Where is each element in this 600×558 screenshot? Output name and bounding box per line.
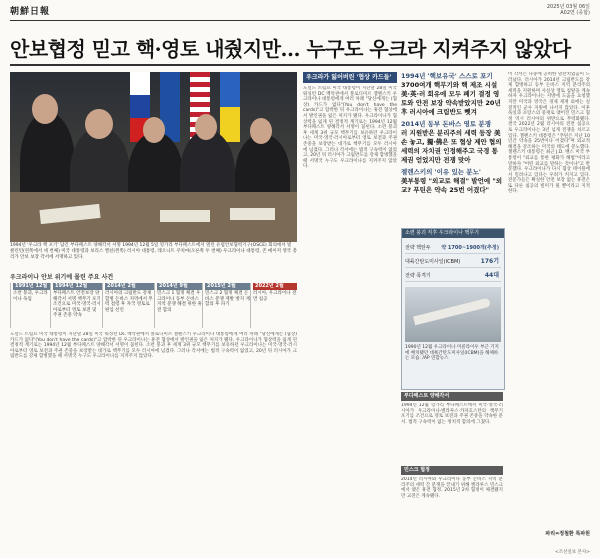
data-row-value: 약 1700~1900개(추정) [441, 245, 499, 251]
timeline-item [10, 283, 50, 328]
minsk-box-text: 2014년 러시아와 우크라이나 동부 돈바스 지역 분리주의 세력 간 분쟁을 끝내기 위해 벨라루스 민스크에서 맺은 휴전 협정. 2015년 2차 협정이 체결됐지만 교전은 계속됐다. [401, 477, 503, 499]
person-4-head [195, 114, 217, 140]
person-2-head [85, 109, 113, 139]
subhead-2: 2014년 동부 돈바스 영토 분쟁 [401, 120, 491, 128]
data-row-label: 대륙간탄도미사일(ICBM) [405, 259, 461, 265]
headline-rule [10, 64, 590, 66]
data-row [405, 271, 501, 282]
data-row-label: 전략 핵탄두 [405, 245, 431, 251]
page-footer: <조선일보 본사> [554, 550, 590, 555]
subhead-1-lead: 3700여개 핵무기와 핵 제조 시설 美·英·러 회유에 모두 폐기 결정 영토와 안전 보장 약속받았지만 20년 후 러시아에 크림반도 뺏겨 [401, 81, 501, 116]
data-row-value: 176기 [480, 258, 499, 265]
timeline-item [50, 283, 102, 328]
subhead-3: 젤렌스키의 '이유 있는 분노' [401, 168, 481, 176]
timeline-text: 부다페스트 안전보장 양해각서 서명 핵무기 포기 조건으로 미국·영국·러시아로부터 영토 보전 및 주권 존중 약속 [53, 291, 101, 318]
flag-ukraine [220, 72, 240, 142]
timeline-date: 2014년 2월 [105, 283, 154, 290]
date-info [547, 4, 590, 16]
article-column-2 [303, 86, 397, 526]
article-text-cont: 젤렌스키 대통령은 최근 J.D. 밴스 미국 부통령이 "외교를 통한 평화가 해법"이라고 말하자 "어떤 외교를 말하는 것이냐"고 반문했다. 우크라이나가 다시 협상 테이블에서 밀려나고 있다는 우려가 커지고 있다. 전문가들은 확실한 안전 보장 없는 휴전은 또 다른 침공의 빌미가 될 뿐이라고 지적한다. [508, 150, 590, 195]
subhead-2-lead: 러 지원받은 분리주의 세력 등장 美 손 놓고, 獨·佛은 또 협상 제안 협의 세력의 자치권 인정해주고 국경 통제권 얻었지만 전쟁 맞아 [401, 129, 502, 164]
page-headline: 안보협정 믿고 핵·영토 내줬지만… 누구도 우크라 지켜주지 않았다 [10, 37, 571, 61]
byline: 파리=정철환 특파원 [545, 531, 590, 537]
masthead [10, 4, 590, 18]
subhead-1: 1994년 '핵보유국' 스스로 포기 [401, 72, 493, 80]
article-column-4 [508, 72, 590, 527]
timeline-date: 2022년 2월 [253, 283, 297, 290]
data-row [405, 243, 501, 254]
data-row-value: 44대 [484, 272, 499, 279]
timeline-item [202, 283, 250, 328]
signing-photo [10, 72, 297, 242]
person-1-head [32, 94, 58, 124]
subhead-block [401, 72, 503, 195]
timeline-item [154, 283, 202, 328]
timeline-text: 민스크 1 협정 체결 우크라이나 동부 돈바스 지역 분쟁 해결 위한 휴전 합의 [157, 291, 202, 313]
newspaper-logo: 朝鮮日報 [10, 7, 51, 17]
article-text: 이 각서는 나중에 공허한 말잔치였음이 드러났다. 러시아가 2014년 크림반도를 강제 합병하고 동부 돈바스 지역 분리주의 세력을 지원하며 사실상 영토 침탈을 계속하자 우크라이나는 서방에 도움을 요청했지만 미국과 영국은 경제 제재 외에는 실질적인 군사 지원에 나서지 않았다. 이후 독일과 프랑스의 중재로 맺어진 민스크 협정 역시 러시아의 위반으로 무력화됐다. 결국 2022년 2월 러시아의 전면 침공으로 우크라이나는 3년 넘게 전쟁을 치르고 있다. 젤렌스키 대통령은 "푸틴은 지난 10년간 약속을 25번이나 어겼다"며 외교적 해결을 강조하는 미국의 태도에 분노했다. [508, 72, 590, 150]
card-section-title: 우크라가 잃어버린 '협상 카드들' [303, 72, 397, 83]
timeline-text: 러시아, 우크라이나 전면 침공 [253, 291, 297, 302]
timeline-date: 2014년 9월 [157, 283, 202, 290]
data-box-title: 소련 붕괴 직후 우크라이나 핵무기 [402, 229, 504, 238]
missile-body [413, 298, 491, 326]
top-rule [10, 20, 590, 21]
timeline-text: 소련 붕괴, 우크라이나 독립 [13, 291, 48, 302]
article-text: 도널드 트럼프 미국 대통령이 지난달 28일 미국 워싱턴 DC 백악관에서 볼로디미르 젤렌스키 우크라이나 대통령에게 여러 차례 "당신에게는 (협상) 카드가 없다"(You don't have the cards)"고 압박한 뒤 우크라이나는 휴전 협상에서 발언권을 잃은 처지가 됐다. 우크라이나가 협상력을 잃게 된 결정적 계기로는 1994년 12월 부다페스트 양해각서 서명이 꼽힌다. 소련 붕괴 후 세계 3위 규모 핵무기를 보유하던 우크라이나는 미국·영국·러시아로부터 영토 보전과 주권 존중을 보장받는 대가로 핵무기를 모두 러시아에 넘겼다. 그러나 각서에는 법적 구속력이 없었고, 20년 뒤 러시아가 크림반도를 강제 합병했을 때 서명국 누구도 우크라이나를 지켜주지 않았다. [303, 86, 397, 170]
subhead-3-lead: 美부통령 "외교로 해결" 발언에 "외교? 푸틴은 약속 25번 어겼다" [401, 177, 503, 194]
timeline-date: 1994년 12월 [53, 283, 102, 290]
timeline-item [250, 283, 297, 328]
document-3 [230, 208, 275, 220]
timeline-text: 러시아의 크림반도 강제 합병 돈바스 지역에서 무력 점령 후 자국 영토로 편입 선언 [105, 291, 153, 313]
person-3-head [143, 117, 165, 143]
timeline-date: 2015년 2월 [205, 283, 250, 290]
budapest-box-text: 1994년 12월 헝가리 부다페스트에서 미국·영국·러시아가 우크라이나·벨라루스·카자흐스탄의 핵무기 포기를 조건으로 영토 보전과 주권 존중을 약속한 문서. 법적 구속력이 없는 정치적 합의에 그쳤다. [401, 403, 503, 425]
page-number: A02면 (종합) [560, 10, 590, 16]
missile-caption: 1990년 12월 우크라이나 미콜라이우 부근 기지에 배치됐던 대륙간탄도미사일(ICBM)을 해체하는 모습. /AP 연합뉴스 [405, 345, 499, 361]
issue-date: 2025년 03월 06일 [546, 4, 590, 10]
person-5-head [250, 118, 272, 144]
missile-photo [405, 287, 501, 342]
timeline-title: 우크라이나 안보 위기에 몰린 주요 사건 [10, 274, 114, 281]
timeline-item [102, 283, 154, 328]
timeline [10, 283, 297, 328]
budapest-box-title: 부다페스트 양해각서 [401, 392, 503, 401]
document-2 [160, 210, 210, 222]
data-row [405, 257, 501, 268]
nuclear-data-box [401, 228, 505, 390]
article-text: 도널드 트럼프 미국 대통령이 지난달 28일 미국 워싱턴 DC 백악관에서 볼로디미르 젤렌스키 우크라이나 대통령에게 여러 차례 "당신에게는 (협상) 카드가 없다"(You don't have the cards)"고 압박한 뒤 우크라이나는 휴전 협상에서 발언권을 잃은 처지가 됐다. 우크라이나가 협상력을 잃게 된 결정적 계기로는 1994년 12월 부다페스트 양해각서 서명이 꼽힌다. 소련 붕괴 후 세계 3위 규모 핵무기를 보유하던 우크라이나는 미국·영국·러시아로부터 영토 보전과 주권 존중을 보장받는 대가로 핵무기를 모두 러시아에 넘겼다. 그러나 각서에는 법적 구속력이 없었고, 20년 뒤 러시아가 크림반도를 강제 합병했을 때 서명국 누구도 우크라이나를 지켜주지 않았다. [10, 332, 297, 360]
photo-caption: 1994년 '우크라 핵 포기' 담긴 부다페스트 양해각서 서명 1994년 12월 5일 헝가리 부다페스트에서 열린 유럽안보협력기구(OSCE) 회의에서 빌 클린턴(왼쪽에서 세 번째) 미국 대통령과 보리스 옐친(왼쪽) 러시아 대통령, 레오니트 쿠치마(오른쪽 두 번째) 우크라이나 대통령, 존 메이저 영국 총리가 안보 보장 각서에 서명하고 있다. [10, 243, 297, 260]
timeline-date: 1991년 12월 [13, 283, 50, 290]
data-row-label: 전략 폭격기 [405, 273, 431, 279]
timeline-text: 민스크 2 협정 체결 돈바스 분쟁 재발 방지 재합의 후 파기 [205, 291, 250, 307]
minsk-box-title: 민스크 협정 [401, 466, 503, 475]
article-body-left [10, 332, 297, 532]
